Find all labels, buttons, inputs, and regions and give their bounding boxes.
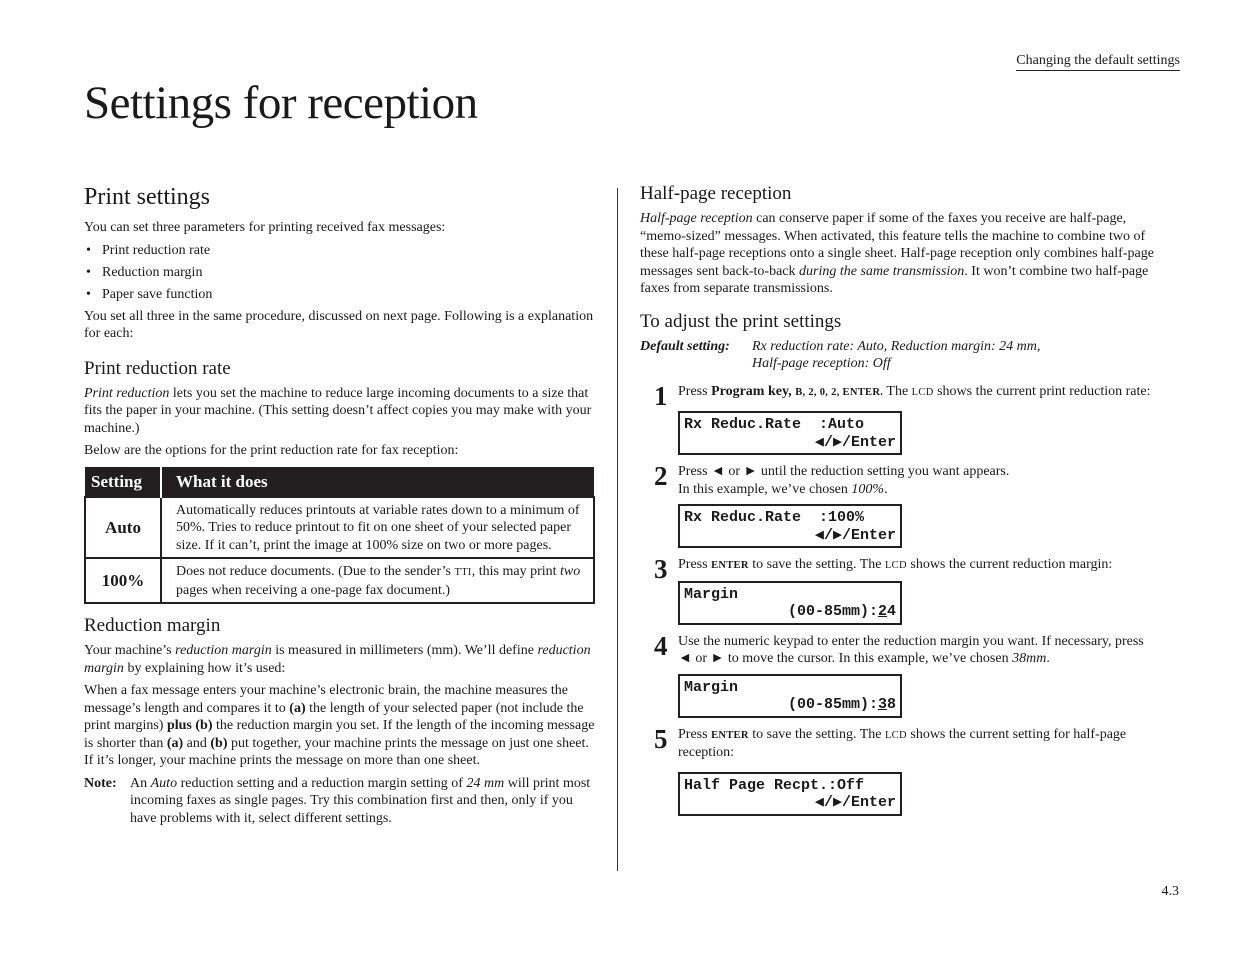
- half-page-desc: Half-page reception can conserve paper if some of the faxes you receive are half-page, “memo-sized” messages. When activated, this feature tells the machine to combine two of these half-page receptions onto a single sheet. Half-page reception only combines half-page messages sent back-to-back during the same transmission. It won’t combine two half-page faxes from separate transmissions.: [640, 211, 1154, 296]
- lcd-cursor: 3: [877, 696, 887, 713]
- list-item: • Print reduction rate: [86, 242, 211, 258]
- half-page-heading: Half-page reception: [640, 183, 792, 204]
- step-number: 1: [654, 380, 668, 411]
- adjust-heading: To adjust the print settings: [640, 310, 842, 332]
- column-header-setting: Setting: [85, 467, 161, 497]
- reduction-margin-desc: Your machine’s reduction margin is measured in millimeters (mm). We’ll define reduction margin by explaining how it’s used:: [84, 643, 591, 676]
- print-settings-after: You set all three in the same procedure, discussed on next page. Following is a explanation for each:: [84, 308, 594, 341]
- default-setting-value: Rx reduction rate: Auto, Reduction margin: 24 mm, Half-page reception: Off: [752, 338, 1041, 371]
- step-text: Press ENTER to save the setting. The LCD shows the current setting for half-page reception:: [678, 726, 1127, 760]
- note-label: Note:: [84, 775, 117, 791]
- step-number: 5: [654, 723, 668, 754]
- step-text: Use the numeric keypad to enter the reduction margin you want. If necessary, press ◄ or ► to move the cursor. In this example, we’ve chosen 38mm.: [678, 633, 1144, 666]
- right-column: [640, 183, 1155, 816]
- bullet-icon: •: [86, 242, 91, 258]
- lcd-display: Rx Reduc.Rate :Auto ◀/▶/Enter: [678, 411, 902, 455]
- bullet-icon: •: [86, 264, 91, 280]
- note-text: An Auto reduction setting and a reduction margin setting of 24 mm will print most incoming faxes as single pages. Try this combination first and then, only if you have problems with it, select different settings.: [130, 775, 591, 826]
- left-column: [84, 183, 596, 827]
- page-number: 4.3: [1161, 884, 1179, 899]
- reduction-options-table: [84, 467, 595, 605]
- print-reduction-desc: Print reduction lets you set the machine to reduce large incoming documents to a size that fits the paper in your machine. (This setting doesn’t affect copies you may make with your machine.): [84, 385, 592, 436]
- lcd-cursor: 2: [877, 603, 887, 620]
- note-block: [84, 775, 596, 828]
- bullet-icon: •: [86, 286, 91, 302]
- step-number: 4: [654, 630, 668, 661]
- step-5: [640, 723, 1155, 816]
- print-reduction-rate-heading: Print reduction rate: [84, 357, 231, 379]
- description-cell: Automatically reduces printouts at variable rates down to a minimum of 50%. Tries to reduce printout to fit on one sheet of your selected paper size. If it can’t, print the image at 100% size on two or more pages.: [161, 497, 594, 559]
- column-divider: [617, 188, 618, 871]
- step-text: Press ◄ or ► until the reduction setting you want appears. In this example, we’ve chosen 100%.: [678, 464, 1010, 497]
- list-item: • Paper save function: [86, 286, 213, 302]
- print-settings-intro: You can set three parameters for printing received fax messages:: [84, 220, 446, 235]
- reduction-margin-explain: When a fax message enters your machine’s electronic brain, the machine measures the message’s length and compares it to (a) the length of your selected paper (not include the print margins) plus (b) the reduction margin you set. If the length of the incoming message is shorter than (a) and (b) put together, your machine prints the message on just one sheet.: [84, 683, 595, 751]
- lcd-display: Half Page Recpt.:Off ◀/▶/Enter: [678, 772, 902, 816]
- reduction-margin-longer: If it’s longer, your machine prints the message on more than one sheet.: [84, 753, 480, 768]
- setting-cell: 100%: [85, 558, 161, 603]
- step-text: Press Program key, B, 2, 0, 2, ENTER. The LCD shows the current print reduction rate:: [678, 383, 1151, 399]
- step-4: [640, 630, 1155, 718]
- step-number: 2: [654, 461, 668, 491]
- table-row: [85, 497, 594, 559]
- step-text: Press ENTER to save the setting. The LCD shows the current reduction margin:: [678, 557, 1113, 572]
- step-2: [640, 463, 1155, 548]
- step-3: [640, 556, 1155, 625]
- column-header-what: What it does: [161, 467, 594, 497]
- lcd-display: Margin (00-85mm):24: [678, 581, 902, 625]
- print-settings-list: [84, 242, 596, 304]
- print-settings-heading: Print settings: [84, 184, 211, 210]
- list-item: • Reduction margin: [86, 264, 203, 280]
- page-title: Settings for reception: [84, 77, 478, 129]
- step-number: 3: [654, 554, 668, 584]
- lcd-display: Margin (00-85mm):38: [678, 674, 902, 718]
- reduction-margin-heading: Reduction margin: [84, 615, 221, 636]
- table-header-row: [85, 467, 594, 497]
- description-cell: Does not reduce documents. (Due to the sender’s TTI, this may print two pages when receiving a one-page fax document.): [161, 558, 594, 603]
- header-section-link[interactable]: Changing the default settings: [1016, 53, 1180, 71]
- default-setting: [640, 338, 1155, 373]
- table-row: [85, 558, 594, 603]
- lcd-display: Rx Reduc.Rate :100% ◀/▶/Enter: [678, 504, 902, 548]
- step-1: [640, 380, 1155, 456]
- setting-cell: Auto: [85, 497, 161, 559]
- print-reduction-options-intro: Below are the options for the print reduction rate for fax reception:: [84, 443, 459, 458]
- default-setting-label: Default setting:: [640, 338, 730, 354]
